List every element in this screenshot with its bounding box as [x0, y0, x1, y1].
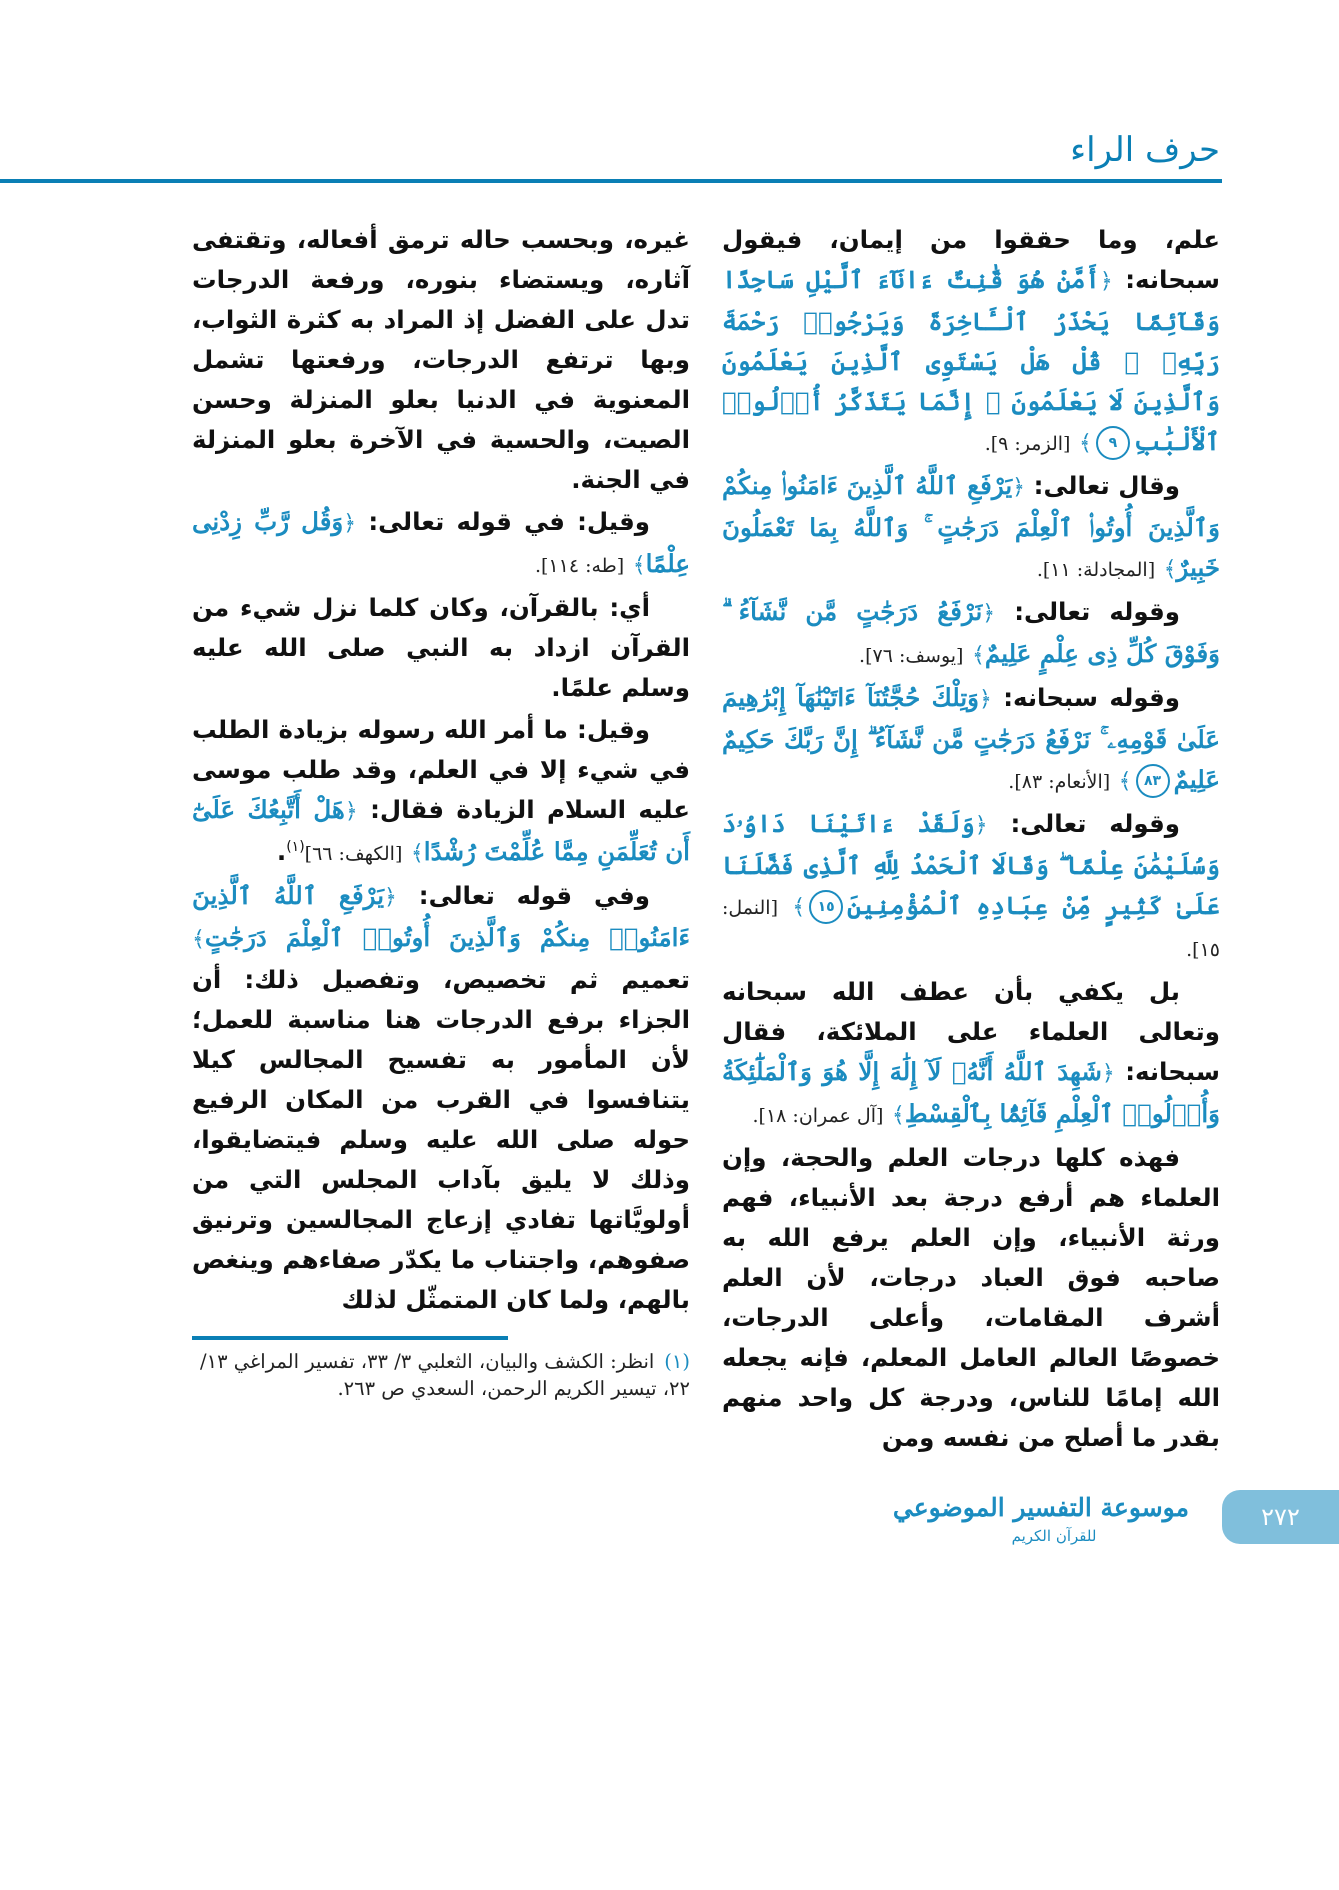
verse-reference: [الكهف: ٦٦] — [304, 843, 403, 865]
footnote-text: انظر: الكشف والبيان، الثعلبي ٣/ ٣٣، تفسير المراغي ١٣/ ٢٢، تيسير الكريم الرحمن، السعدي ص ٢٦٣. — [200, 1350, 690, 1400]
footnote-marker[interactable]: (١) — [286, 838, 305, 855]
footnote-number: (١) — [664, 1350, 690, 1373]
ornate-bracket-open-icon: ﴿ — [384, 885, 397, 910]
quran-verse: هَلْ أَتَّبِعُكَ عَلَىٰٓ أَن تُعَلِّمَنِ مِمَّا عُلِّمْتَ رُشْدًا — [192, 795, 690, 866]
ornate-bracket-open-icon: ﴿ — [1099, 269, 1113, 294]
left-column — [192, 220, 690, 1322]
body-text: فهذه كلها درجات العلم والحجة، وإن العلماء هم أرفع درجة بعد الأنبياء، فهم ورثة الأنبياء، وإن العلم يرفع الله به صاحبه فوق العباد درجات، لأن العلم أشرف المقامات، وأعلى الدرجات، خصوصًا العالم العامل المعلم، فإنه يجعله الله إمامًا للناس، ودرجة كل واحد منهم بقدر ما أصلح من نفسه ومن — [722, 1143, 1220, 1452]
verse-reference: [المجادلة: ١١]. — [1036, 559, 1156, 581]
quran-verse: وَقُل رَّبِّ زِدْنِى عِلْمًا — [192, 507, 690, 578]
page-footer — [0, 1490, 1339, 1600]
paragraph — [192, 876, 690, 1320]
ornate-bracket-open-icon: ﴿ — [1012, 475, 1026, 500]
verse-reference: [آل عمران: ١٨]. — [752, 1105, 884, 1127]
verse-reference: [النمل: ١٥]. — [722, 897, 1220, 961]
body-text: وقوله تعالى: — [1010, 809, 1180, 838]
body-text: بل يكفي بأن عطف الله سبحانه وتعالى العلماء على الملائكة، فقال سبحانه: — [722, 977, 1220, 1086]
ornate-bracket-close-icon: ﴾ — [1163, 557, 1177, 582]
page-header — [0, 0, 1339, 190]
body-text: وفي قوله تعالى: — [418, 881, 650, 910]
footnote-block — [192, 1336, 690, 1402]
paragraph — [722, 220, 1220, 464]
body-text: علم، وما حققوا من إيمان، فيقول سبحانه: — [722, 225, 1221, 294]
ornate-bracket-close-icon: ﴾ — [792, 895, 806, 920]
ornate-bracket-open-icon: ﴿ — [343, 511, 357, 536]
body-text: وقوله تعالى: — [1014, 597, 1181, 626]
logo-title: موسوعة التفسير الموضوعي — [892, 1493, 1189, 1522]
ornate-bracket-open-icon: ﴿ — [344, 799, 358, 824]
paragraph — [722, 972, 1220, 1136]
ornate-bracket-close-icon: ﴾ — [192, 927, 205, 952]
ornate-bracket-close-icon: ﴾ — [632, 553, 646, 578]
ayah-number-badge: ١٥ — [809, 890, 843, 924]
quran-verse: شَهِدَ ٱللَّهُ أَنَّهُۥ لَآ إِلَٰهَ إِلَّا هُوَ وَٱلْمَلَٰٓئِكَةُ وَأُو۟لُوا۟ ٱلْعِلْمِ قَآئِمًۢا بِٱلْقِسْطِ — [722, 1057, 1220, 1128]
body-text: وقيل: في قوله تعالى: — [368, 507, 651, 536]
quran-verse: نَرْفَعُ دَرَجَٰتٍ مَّن نَّشَآءُ ۗ وَفَوْقَ كُلِّ ذِى عِلْمٍ عَلِيمٌ — [722, 597, 1220, 668]
footnote — [192, 1348, 690, 1402]
body-text: وقيل: ما أمر الله رسوله بزيادة الطلب في شيء إلا في العلم، وقد طلب موسى عليه السلام الزيادة فقال: — [192, 715, 690, 824]
quran-verse: يَرْفَعِ ٱللَّهُ ٱلَّذِينَ ءَامَنُوا۟ مِنكُمْ وَٱلَّذِينَ أُوتُوا۟ ٱلْعِلْمَ دَرَجَٰتٍ — [192, 881, 690, 952]
sentence-end: . — [276, 837, 287, 866]
paragraph — [722, 1138, 1220, 1458]
ornate-bracket-open-icon: ﴿ — [1101, 1061, 1115, 1086]
page-number: ٢٧٢ — [1222, 1490, 1339, 1544]
encyclopedia-logo — [892, 1490, 1189, 1546]
body-text: غيره، وبحسب حاله ترمق أفعاله، وتقتفى آثاره، ويستضاء بنوره، ورفعة الدرجات تدل على الفضل إذ المراد به كثرة الثواب، وبها ترتفع الدرجات، ورفعتها تشمل المعنوية في الدنيا بعلو المنزلة وحسن الصيت، والحسية في الآخرة بعلو المنزلة في الجنة. — [192, 225, 690, 494]
ayah-number-badge: ٩ — [1096, 426, 1130, 460]
right-column — [722, 220, 1220, 1460]
verse-reference: [طه: ١١٤]. — [534, 555, 625, 577]
paragraph — [722, 466, 1220, 590]
ornate-bracket-close-icon: ﴾ — [972, 643, 985, 668]
ornate-bracket-open-icon: ﴿ — [982, 601, 996, 626]
quran-verse: وَتِلْكَ حُجَّتُنَآ ءَاتَيْنَٰهَآ إِبْرَٰهِيمَ عَلَىٰ قَوْمِهِۦ ۚ نَرْفَعُ دَرَجَٰتٍ مَّن نَّشَآءُ ۗ إِنَّ رَبَّكَ حَكِيمٌ عَلِيمٌ — [722, 683, 1220, 794]
paragraph — [722, 592, 1220, 676]
ornate-bracket-close-icon: ﴾ — [1078, 431, 1092, 456]
body-text: وقوله سبحانه: — [1003, 683, 1181, 712]
two-column-body — [0, 190, 1220, 1460]
paragraph — [722, 804, 1220, 970]
paragraph — [192, 588, 690, 708]
body-text: أي: بالقرآن، وكان كلما نزل شيء من القرآن ازداد به النبي صلى الله عليه وسلم علمًا. — [192, 593, 690, 702]
logo-subtitle: للقرآن الكريم — [1011, 1527, 1097, 1545]
footnote-divider — [192, 1336, 508, 1340]
verse-reference: [يوسف: ٧٦]. — [859, 645, 964, 667]
ornate-bracket-open-icon: ﴿ — [979, 687, 992, 712]
quran-verse: وَلَقَدْ ءَاتَيْنَا دَاوُۥدَ وَسُلَيْمَٰنَ عِلْمًا ۖ وَقَالَا ٱلْحَمْدُ لِلَّهِ ٱلَّذِى فَضَّلَنَا عَلَىٰ كَثِيرٍ مِّنْ عِبَادِهِ ٱلْمُؤْمِنِينَ — [722, 809, 1220, 920]
quran-verse: يَرْفَعِ ٱللَّهُ ٱلَّذِينَ ءَامَنُوا۟ مِنكُمْ وَٱلَّذِينَ أُوتُوا۟ ٱلْعِلْمَ دَرَجَٰتٍ ۚ وَٱللَّهُ بِمَا تَعْمَلُونَ خَبِيرٌ — [722, 471, 1220, 582]
quran-verse: أَمَّنْ هُوَ قَٰنِتٌ ءَانَآءَ ٱلَّيْلِ سَاجِدًا وَقَآئِمًا يَحْذَرُ ٱلْـَٔاخِرَةَ وَيَرْجُوا۟ رَحْمَةَ رَبِّهِۦ ۗ قُلْ هَلْ يَسْتَوِى ٱلَّذِينَ يَعْلَمُونَ وَٱلَّذِينَ لَا يَعْلَمُونَ ۗ إِنَّمَا يَتَذَكَّرُ أُو۟لُوا۟ ٱلْأَلْبَٰبِ — [722, 265, 1220, 456]
ornate-bracket-close-icon: ﴾ — [1118, 769, 1132, 794]
verse-reference: [الأنعام: ٨٣]. — [1008, 771, 1111, 793]
left-column-wrapper — [192, 220, 690, 1402]
body-text: وقال تعالى: — [1033, 471, 1180, 500]
ornate-bracket-close-icon: ﴾ — [891, 1103, 905, 1128]
header-divider — [0, 179, 1222, 183]
verse-reference: [الزمر: ٩]. — [984, 433, 1071, 455]
ayah-number-badge: ٨٣ — [1136, 764, 1170, 798]
paragraph — [192, 502, 690, 586]
ornate-bracket-open-icon: ﴿ — [974, 813, 988, 838]
body-text: تعميم ثم تخصيص، وتفصيل ذلك: أن الجزاء برفع الدرجات هنا مناسبة للعمل؛ لأن المأمور به تفسيح المجالس كيلا يتنافسوا في القرب من المكان الرفيع حوله صلى الله عليه وسلم فيتضايقوا، وذلك لا يليق بآداب المجلس التي من أولويَّاتها تفادي إزعاج المجالسين وترنيق صفوهم، واجتناب ما يكدّر صفاءهم وينغص بالهم، ولما كان المتمثّل لذلك — [192, 965, 690, 1314]
paragraph — [192, 710, 690, 874]
ornate-bracket-close-icon: ﴾ — [410, 841, 424, 866]
paragraph — [722, 678, 1220, 802]
chapter-title: حرف الراء — [1070, 130, 1220, 170]
paragraph — [192, 220, 690, 500]
